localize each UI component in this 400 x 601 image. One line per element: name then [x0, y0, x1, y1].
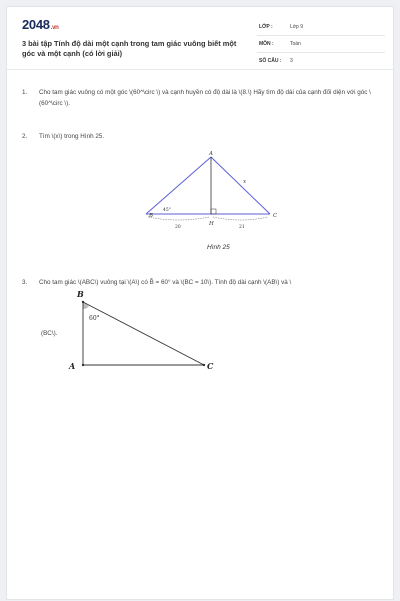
label-x: x	[243, 179, 247, 185]
meta-value: 3	[290, 58, 293, 64]
label-h: H	[209, 221, 214, 227]
document-page	[6, 6, 394, 600]
dimension-arc-right	[213, 217, 268, 220]
meta-key: SỐ CÂU :	[259, 58, 282, 64]
document-title: 3 bài tập Tính độ dài một cạnh trong tam giác vuông biết một góc và một cạnh (có lời giải)	[22, 39, 237, 58]
question-number: 2.	[22, 133, 28, 140]
label-angle-45: 45°	[163, 208, 171, 213]
logo-tld: .vn	[50, 25, 59, 31]
label-angle-60: 60°	[89, 315, 100, 322]
meta-value: Toán	[290, 41, 301, 47]
label-c-q3: C	[207, 361, 214, 371]
question-number: 1.	[22, 89, 28, 96]
angle-b-fill	[83, 302, 89, 309]
question-text: Cho tam giác \(ABC\) vuông tại \(A\) có B̂ = 60° và \(BC = 10\). Tính độ dài cạnh \(AB\) và \	[39, 279, 292, 286]
question-number: 3.	[22, 279, 28, 286]
label-a-q3: A	[69, 361, 76, 371]
label-length-21: 21	[239, 225, 245, 230]
label-length-20: 20	[175, 225, 181, 230]
right-angle-mark	[211, 209, 216, 214]
question-3-continuation: (BC\).	[41, 330, 58, 337]
side-bc-q3	[83, 302, 204, 365]
question-text: Cho tam giác vuông có một góc \(60^\circ \) và cạnh huyền có độ dài là \(8.\) Hãy tìm độ dài của cạnh đối diện với góc \(60^\circ \).	[39, 89, 371, 107]
side-ac	[211, 157, 270, 214]
point-c	[203, 364, 205, 366]
question-text: Tìm \(x\) trong Hình 25.	[39, 133, 105, 140]
point-b	[82, 301, 84, 303]
meta-key: MÔN :	[259, 41, 274, 47]
figure-25-caption: Hình 25	[207, 244, 230, 251]
label-a: A	[209, 151, 213, 157]
figure-25	[7, 7, 395, 601]
side-ab	[146, 157, 211, 214]
meta-value: Lớp 9	[290, 24, 304, 30]
dimension-arc-left	[148, 217, 209, 220]
label-c: C	[273, 213, 278, 219]
logo-text: 2048	[22, 17, 50, 32]
label-b: B	[149, 213, 154, 219]
point-a	[82, 364, 84, 366]
label-b-q3: B	[77, 289, 84, 299]
meta-key: LỚP :	[259, 24, 273, 30]
